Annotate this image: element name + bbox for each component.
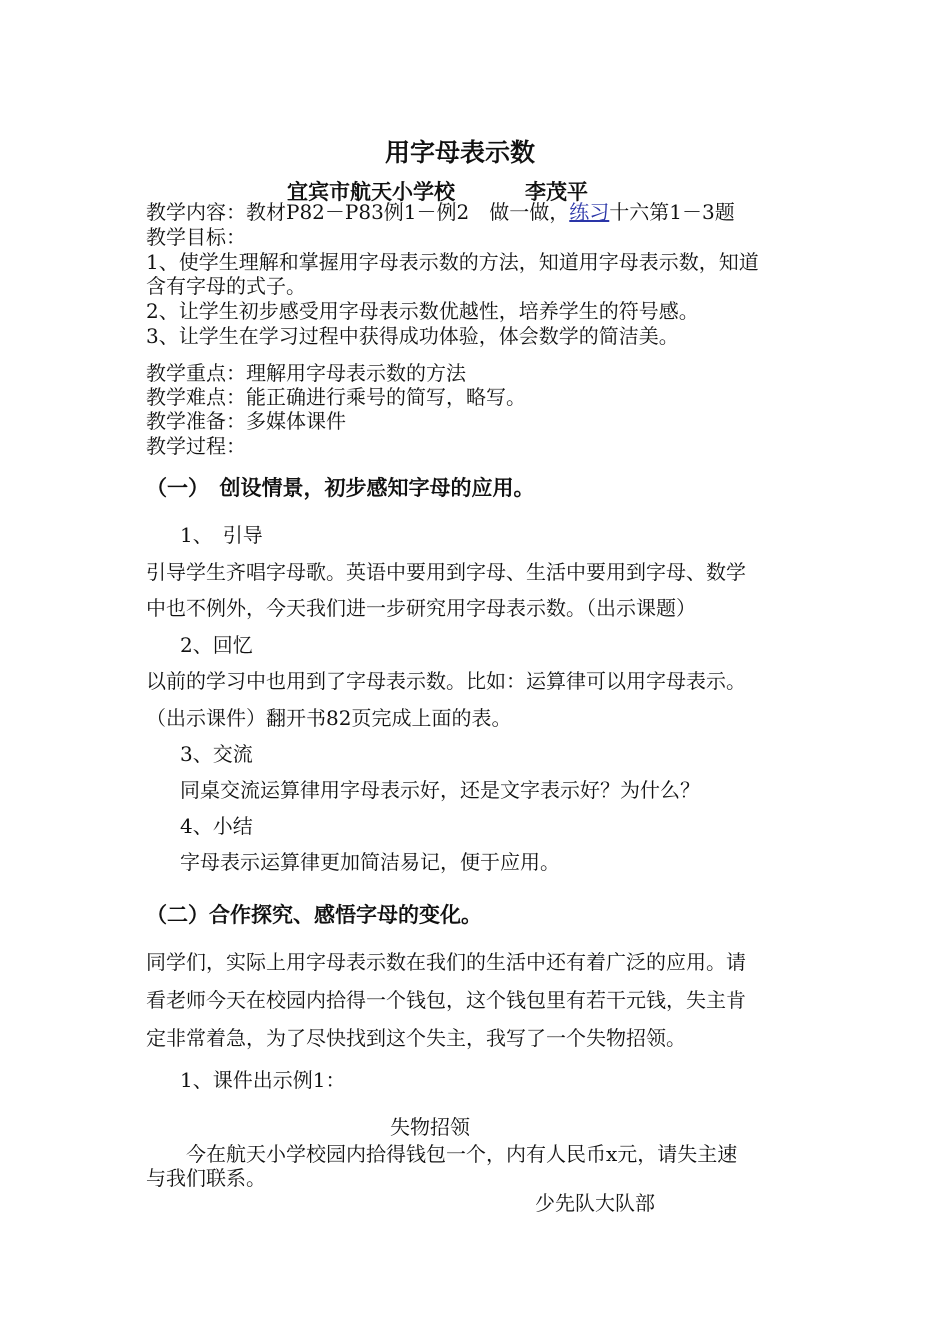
step-label: 1、课件出示例1： <box>180 1068 346 1092</box>
paragraph-line: 中也不例外，今天我们进一步研究用字母表示数。（出示课题） <box>146 596 696 620</box>
objective-line: 3、让学生在学习过程中获得成功体验，体会数学的简洁美。 <box>146 324 679 348</box>
paragraph-line: 定非常着急，为了尽快找到这个失主，我写了一个失物招领。 <box>146 1026 686 1050</box>
section-heading: （一） 创设情景，初步感知字母的应用。 <box>146 476 535 500</box>
paragraph-line: 以前的学习中也用到了字母表示数。比如：运算律可以用字母表示。 <box>146 669 746 693</box>
paragraph-line: 看老师今天在校园内拾得一个钱包，这个钱包里有若干元钱，失主肯 <box>146 988 746 1012</box>
teaching-content-suffix: 十六第1－3题 <box>609 200 735 224</box>
paragraph-line: 字母表示运算律更加简洁易记，便于应用。 <box>180 850 560 874</box>
paragraph-line: 引导学生齐唱字母歌。英语中要用到字母、生活中要用到字母、数学 <box>146 560 746 584</box>
step-label: 2、回忆 <box>180 633 253 657</box>
teaching-content-prefix: 教学内容：教材P82－P83例1－例2 做一做， <box>146 200 570 224</box>
preparation: 教学准备：多媒体课件 <box>146 409 346 433</box>
objective-line: 含有字母的式子。 <box>146 274 306 298</box>
objectives-label: 教学目标： <box>146 225 246 249</box>
author-name: 李茂平 <box>525 180 588 204</box>
notice-body-line: 今在航天小学校园内拾得钱包一个，内有人民币x元，请失主速 <box>146 1142 738 1166</box>
notice-title: 失物招领 <box>390 1115 470 1139</box>
notice-signature: 少先队大队部 <box>535 1191 655 1215</box>
step-label: 3、交流 <box>180 742 253 766</box>
objective-line: 1、使学生理解和掌握用字母表示数的方法，知道用字母表示数，知道 <box>146 250 759 274</box>
page-title: 用字母表示数 <box>384 138 535 167</box>
difficulty: 教学难点：能正确进行乘号的简写，略写。 <box>146 385 526 409</box>
paragraph-line: （出示课件）翻开书82页完成上面的表。 <box>146 706 512 730</box>
school-name: 宜宾市航天小学校 <box>287 180 455 204</box>
section-heading: （二）合作探究、感悟字母的变化。 <box>146 903 482 927</box>
exercise-link[interactable]: 练习 <box>569 200 610 224</box>
paragraph-line: 同学们，实际上用字母表示数在我们的生活中还有着广泛的应用。请 <box>146 950 746 974</box>
objective-line: 2、让学生初步感受用字母表示数优越性，培养学生的符号感。 <box>146 299 699 323</box>
paragraph-line: 同桌交流运算律用字母表示好，还是文字表示好？为什么？ <box>180 778 700 802</box>
key-point: 教学重点：理解用字母表示数的方法 <box>146 361 466 385</box>
step-label: 4、小结 <box>180 814 253 838</box>
notice-body-line: 与我们联系。 <box>146 1166 266 1190</box>
process-label: 教学过程： <box>146 434 246 458</box>
teaching-content <box>146 200 735 224</box>
step-label: 1、 引导 <box>180 523 263 547</box>
